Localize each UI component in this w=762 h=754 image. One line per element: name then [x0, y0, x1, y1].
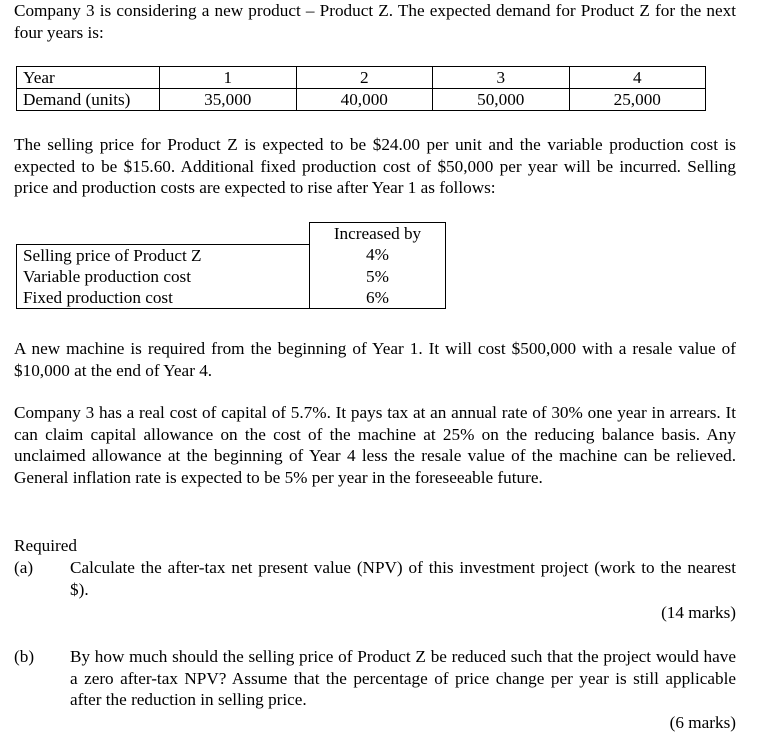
year-header: Year — [17, 67, 160, 89]
increase-label: Fixed production cost — [17, 287, 310, 309]
table-row — [17, 223, 446, 245]
table-row — [17, 287, 446, 309]
increase-label: Selling price of Product Z — [17, 244, 310, 266]
question-a-marks: (14 marks) — [661, 603, 736, 622]
increase-table — [16, 222, 446, 309]
question-b-label: (b) — [14, 647, 35, 666]
demand-cell: 25,000 — [569, 89, 706, 111]
tax-paragraph: Company 3 has a real cost of capital of 5.7%. It pays tax at an annual rate of 30% one year in arrears. It can claim capital allowance on the cost of the machine at 25% on the reducing balance basis. Any unclaimed allowance at the beginning of Year 4 less the resale value of the machine can be relieved. General inflation rate is expected to be 5% per year in the foreseeable future. — [14, 403, 736, 487]
required-heading: Required — [14, 536, 78, 555]
demand-table — [16, 66, 706, 111]
table-row — [17, 89, 706, 111]
table-row — [17, 266, 446, 287]
increase-value: 4% — [310, 244, 446, 266]
question-b-text: By how much should the selling price of Product Z be reduced such that the project would have a zero after-tax NPV? Assume that the percentage of price change per year is still applicable after the reduction in selling price. — [70, 647, 736, 709]
increase-label: Variable production cost — [17, 266, 310, 287]
question-a-label: (a) — [14, 558, 34, 577]
increase-header: Increased by — [310, 223, 446, 245]
table-row — [17, 244, 446, 266]
demand-cell: 35,000 — [160, 89, 297, 111]
question-b-marks: (6 marks) — [669, 713, 736, 732]
machine-paragraph: A new machine is required from the beginning of Year 1. It will cost $500,000 with a resale value of $10,000 at the end of Year 4. — [14, 339, 736, 380]
demand-cell: 50,000 — [433, 89, 570, 111]
year-cell: 2 — [296, 67, 433, 89]
intro-paragraph: Company 3 is considering a new product – Product Z. The expected demand for Product Z for the next four years is: — [14, 1, 736, 42]
year-cell: 4 — [569, 67, 706, 89]
table-row — [17, 67, 706, 89]
price-paragraph: The selling price for Product Z is expected to be $24.00 per unit and the variable production cost is expected to be $15.60. Additional fixed production cost of $50,000 per year will be incurred. Selling price and production costs are expected to rise after Year 1 as follows: — [14, 135, 736, 197]
year-cell: 1 — [160, 67, 297, 89]
blank-cell — [17, 223, 310, 245]
increase-value: 5% — [310, 266, 446, 287]
demand-header: Demand (units) — [17, 89, 160, 111]
increase-value: 6% — [310, 287, 446, 309]
question-a-text: Calculate the after-tax net present value (NPV) of this investment project (work to the nearest $). — [70, 558, 736, 599]
year-cell: 3 — [433, 67, 570, 89]
demand-cell: 40,000 — [296, 89, 433, 111]
